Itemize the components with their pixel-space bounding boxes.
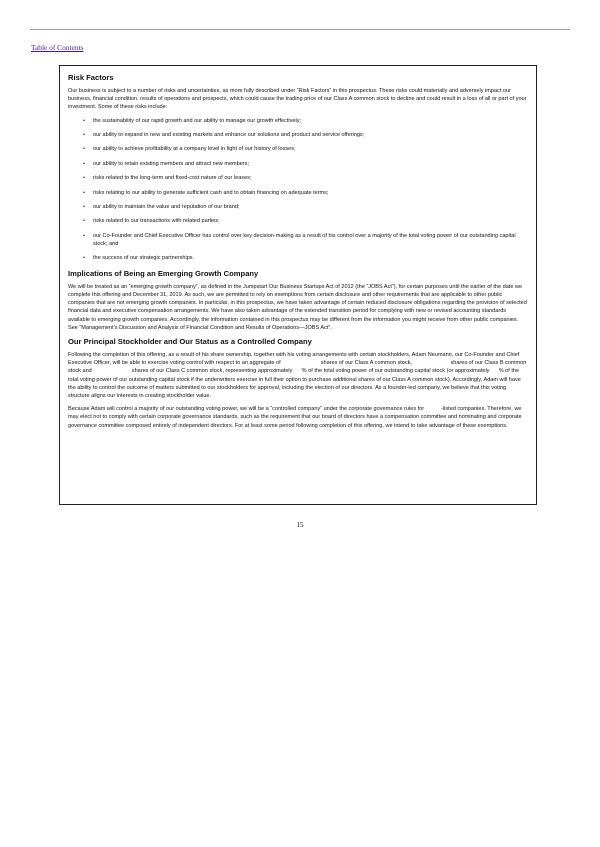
bullet-icon: •	[83, 117, 85, 124]
emerging-growth-heading: Implications of Being an Emerging Growth Company	[68, 268, 259, 278]
bullet-icon: •	[83, 175, 85, 182]
risk-list-item	[68, 232, 528, 248]
risk-list-item	[68, 160, 528, 168]
risk-factors-intro: Our business is subject to a number of risks and uncertainties, as more fully described under “Risk Factors” in this prospectus. These risks could materially and adversely impact our business, financial condition, results of operations and prospects, which could cause the trading price of our Class A common stock to decline and could result in a loss of all or part of your investment. Some of these risks include:	[68, 88, 527, 111]
bullet-icon: •	[83, 203, 85, 210]
risk-item-text: risks related to the long-term and fixed-cost nature of our leases;	[93, 175, 252, 182]
bullet-icon: •	[83, 160, 85, 167]
bullet-icon: •	[83, 146, 85, 153]
risk-list-item	[68, 174, 528, 182]
risk-list-item	[68, 117, 528, 125]
summary-box	[59, 65, 537, 505]
principal-stockholder-body: Following the completion of this offering, as a result of his share ownership, together with his voting arrangements with certain stockholders, Adam Neumann, our Co-Founder and Chief Executive Officer, will be able to exercise voting control with respect to an aggregate of shares of our Class A common stock, shares of our Class B common stock and shares of our Class C common stock, representing approximately % of the total voting power of our outstanding capital stock (or approximately % of the total voting power of our outstanding capital stock if the underwriters exercise in full their option to purchase additional shares of our Class A common stock). Accordingly, Adam will have the ability to control the outcome of matters submitted to our stockholders for approval, including the election of our directors. As a founder-led company, we believe that this voting structure aligns our interests in creating stockholder value.	[68, 351, 528, 399]
risk-list-item	[68, 254, 528, 262]
risk-list-item	[68, 131, 528, 139]
top-divider	[30, 29, 570, 30]
risk-item-text: our ability to achieve profitability at a company level in light of our history of losses;	[93, 146, 296, 153]
bullet-icon: •	[83, 132, 85, 138]
risk-item-text: our ability to retain existing members and attract new members;	[93, 160, 249, 167]
principal-stockholder-heading: Our Principal Stockholder and Our Status as a Controlled Company	[68, 336, 312, 346]
emerging-growth-body: We will be treated as an “emerging growth company”, as defined in the Jumpstart Our Business Startups Act of 2012 (the “JOBS Act”), for certain purposes until the earlier of the date we complete this offering and December 31, 2019. As such, we are permitted to rely on exemptions from certain disclosure and other requirements that are applicable to other public companies that are not emerging growth companies. In particular, in this prospectus, we have taken advantage of certain reduced disclosure obligations regarding the provision of selected financial data and executive compensation arrangements. We have also taken advantage of the extended transition period for complying with new or revised accounting standards available to emerging growth companies. Accordingly, the information contained in this prospectus may be different from the information you might receive from other public companies. See “Management’s Discussion and Analysis of Financial Condition and Results of Operations—JOBS Act”.	[68, 283, 527, 331]
bullet-icon: •	[83, 232, 85, 239]
risk-item-text: risks relating to our ability to generate sufficient cash and to obtain financing on adequate terms;	[93, 189, 329, 196]
risk-factors-heading: Risk Factors	[68, 73, 114, 82]
risk-item-text: the sustainability of our rapid growth and our ability to manage our growth effectively;	[93, 117, 302, 124]
risk-list	[68, 117, 528, 263]
page-number: 15	[296, 521, 304, 529]
bullet-icon: •	[83, 218, 85, 225]
risk-item-text: our Co-Founder and Chief Executive Officer has control over key decision-making as a result of his control over a majority of the total voting power of our outstanding capital stock; and	[93, 232, 516, 247]
risk-list-item	[68, 203, 528, 211]
risk-item-text: our ability to maintain the value and reputation of our brand;	[93, 203, 240, 210]
table-of-contents-link[interactable]: Table of Contents	[31, 43, 84, 52]
controlled-company-body: Because Adam will control a majority of our outstanding voting power, we will be a “controlled company” under the corporate governance rules for -listed companies. Therefore, we may elect not to comply with certain corporate governance standards, such as the requirement that our board of directors have a compensation committee and nominating and corporate governance committee composed entirely of independent directors. For at least some period following completion of this offering, we intend to take advantage of these exemptions.	[68, 406, 524, 429]
bullet-icon: •	[83, 255, 85, 262]
bullet-icon: •	[83, 189, 85, 196]
risk-list-item	[68, 189, 528, 197]
risk-item-text: the success of our strategic partnerships.	[93, 255, 195, 262]
risk-item-text: our ability to expand in new and existing markets and enhance our solutions and product and service offerings;	[93, 132, 365, 138]
risk-item-text: risks related to our transactions with related parties;	[93, 218, 220, 225]
risk-list-item	[68, 145, 528, 153]
risk-list-item	[68, 217, 528, 225]
